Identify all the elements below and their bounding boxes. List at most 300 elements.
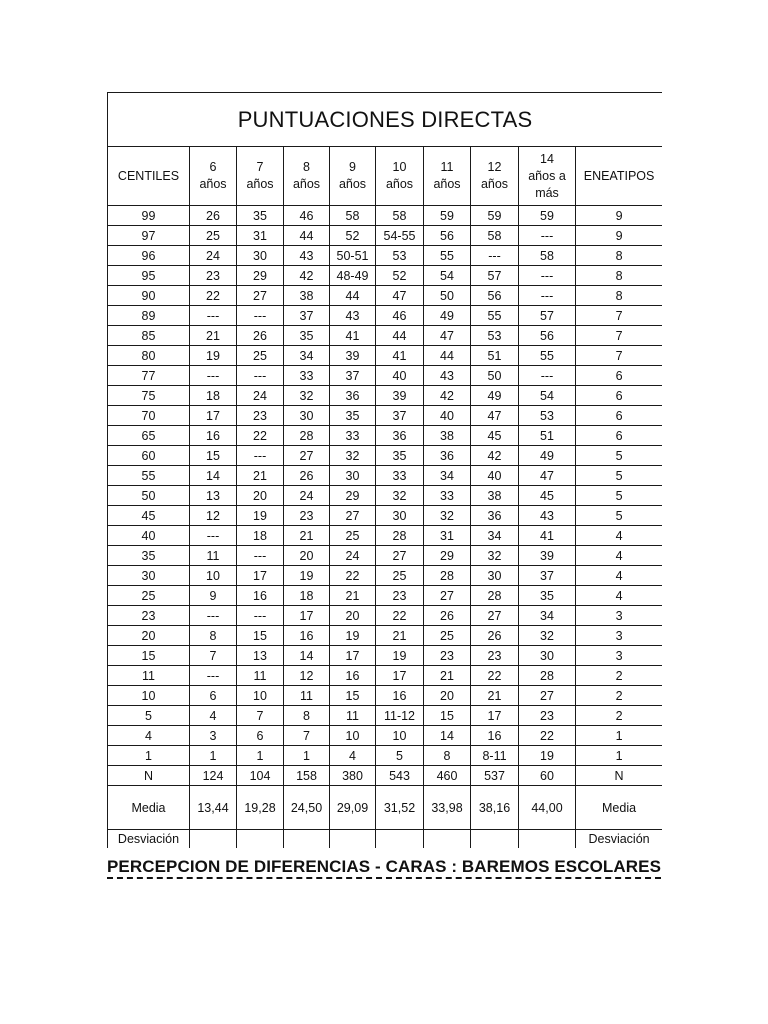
column-header: 11 años	[424, 147, 471, 206]
table-cell: 56	[424, 226, 471, 246]
table-cell: 8	[576, 246, 663, 266]
table-row	[108, 426, 663, 446]
table-cell: 44	[330, 286, 376, 306]
table-cell: 53	[471, 326, 519, 346]
table-cell: 26	[471, 626, 519, 646]
table-cell: 55	[108, 466, 190, 486]
table-cell: 30	[284, 406, 330, 426]
table-cell: ---	[237, 446, 284, 466]
table-cell: 27	[376, 546, 424, 566]
table-cell: 39	[330, 346, 376, 366]
table-cell: 12	[284, 666, 330, 686]
table-cell: 31	[237, 226, 284, 246]
table-cell: ---	[190, 306, 237, 326]
table-cell: 45	[471, 426, 519, 446]
table-cell: 23	[519, 706, 576, 726]
table-cell: 16	[330, 666, 376, 686]
table-cell: 20	[284, 546, 330, 566]
table-cell: 23	[376, 586, 424, 606]
table-cell: 10	[108, 686, 190, 706]
table-cell: 4	[576, 586, 663, 606]
table-cell: 99	[108, 206, 190, 226]
table-cell: 20	[237, 486, 284, 506]
table-cell: 53	[376, 246, 424, 266]
table-cell: 25	[376, 566, 424, 586]
table-cell: 25	[424, 626, 471, 646]
table-cell: 19	[330, 626, 376, 646]
table-cell: 7	[190, 646, 237, 666]
table-cell: 58	[330, 206, 376, 226]
table-cell: 17	[237, 566, 284, 586]
table-cell: ---	[237, 606, 284, 626]
table-cell: 11	[190, 546, 237, 566]
table-cell: 4	[576, 566, 663, 586]
table-cell: 38	[424, 426, 471, 446]
table-cell: Desviación	[108, 830, 190, 849]
table-cell: 28	[519, 666, 576, 686]
table-cell: 25	[190, 226, 237, 246]
table-cell: 4	[108, 726, 190, 746]
table-cell: 28	[376, 526, 424, 546]
norms-table-wrapper	[107, 92, 662, 848]
table-cell: 32	[424, 506, 471, 526]
table-cell: 49	[424, 306, 471, 326]
table-cell: 3	[576, 626, 663, 646]
table-cell: 25	[237, 346, 284, 366]
table-cell: 24	[330, 546, 376, 566]
table-cell: 35	[330, 406, 376, 426]
table-cell: 41	[519, 526, 576, 546]
column-header: 9 años	[330, 147, 376, 206]
table-cell: 4	[190, 706, 237, 726]
table-cell: 41	[376, 346, 424, 366]
table-cell: 43	[519, 506, 576, 526]
table-cell: 21	[376, 626, 424, 646]
table-cell: 18	[237, 526, 284, 546]
table-cell: 43	[330, 306, 376, 326]
table-cell: 14	[190, 466, 237, 486]
table-cell: 34	[424, 466, 471, 486]
table-cell: 30	[519, 646, 576, 666]
table-cell: ---	[237, 366, 284, 386]
table-cell: 54	[424, 266, 471, 286]
table-cell: 32	[519, 626, 576, 646]
table-row	[108, 446, 663, 466]
table-cell: 89	[108, 306, 190, 326]
table-cell: 8	[576, 266, 663, 286]
table-cell: 24	[284, 486, 330, 506]
norms-table	[107, 92, 662, 848]
table-cell: 17	[330, 646, 376, 666]
table-cell: 2	[576, 686, 663, 706]
table-cell: 54-55	[376, 226, 424, 246]
table-cell: 22	[519, 726, 576, 746]
table-cell: 17	[190, 406, 237, 426]
table-cell: 11	[284, 686, 330, 706]
table-cell: 1	[576, 726, 663, 746]
table-cell: ---	[190, 526, 237, 546]
table-cell: 37	[376, 406, 424, 426]
table-cell: 37	[284, 306, 330, 326]
table-cell: 40	[108, 526, 190, 546]
table-cell: 77	[108, 366, 190, 386]
table-cell: 58	[519, 246, 576, 266]
table-cell: 2	[576, 706, 663, 726]
table-cell: 10	[376, 726, 424, 746]
table-cell: 13	[190, 486, 237, 506]
table-cell: 19	[190, 346, 237, 366]
table-cell: 9	[190, 586, 237, 606]
table-cell: 29	[237, 266, 284, 286]
table-cell: ---	[190, 366, 237, 386]
table-cell: 55	[424, 246, 471, 266]
table-cell: 35	[284, 326, 330, 346]
table-cell: 35	[108, 546, 190, 566]
table-cell: 6	[576, 366, 663, 386]
table-cell: 11-12	[376, 706, 424, 726]
table-cell: 55	[471, 306, 519, 326]
table-cell: 5	[108, 706, 190, 726]
table-cell: 32	[376, 486, 424, 506]
table-cell: 9	[576, 206, 663, 226]
table-cell: 46	[284, 206, 330, 226]
table-cell: ---	[190, 666, 237, 686]
table-cell: 104	[237, 766, 284, 786]
table-cell: 42	[471, 446, 519, 466]
table-cell: 537	[471, 766, 519, 786]
table-cell: 11	[237, 666, 284, 686]
table-cell: 70	[108, 406, 190, 426]
table-cell	[376, 830, 424, 849]
table-row	[108, 686, 663, 706]
table-cell: 30	[108, 566, 190, 586]
table-row	[108, 226, 663, 246]
table-cell: 5	[376, 746, 424, 766]
table-cell: 13	[237, 646, 284, 666]
table-cell: 44,00	[519, 786, 576, 830]
table-cell: 34	[471, 526, 519, 546]
table-cell: ---	[519, 366, 576, 386]
table-cell: 59	[424, 206, 471, 226]
table-row	[108, 306, 663, 326]
table-cell: 7	[576, 346, 663, 366]
table-cell: 6	[190, 686, 237, 706]
table-cell: 58	[471, 226, 519, 246]
table-cell: 2	[576, 666, 663, 686]
table-cell: 27	[284, 446, 330, 466]
table-cell: 97	[108, 226, 190, 246]
table-cell: 47	[424, 326, 471, 346]
table-cell: 59	[519, 206, 576, 226]
table-row	[108, 526, 663, 546]
table-cell: 16	[190, 426, 237, 446]
table-cell: 38,16	[471, 786, 519, 830]
table-cell: 31	[424, 526, 471, 546]
table-cell: 5	[576, 446, 663, 466]
table-cell: 4	[576, 526, 663, 546]
table-cell: 11	[108, 666, 190, 686]
table-cell: 23	[424, 646, 471, 666]
table-cell: 65	[108, 426, 190, 446]
table-cell: 15	[424, 706, 471, 726]
table-cell: 18	[190, 386, 237, 406]
table-cell: 42	[424, 386, 471, 406]
table-cell: 27	[330, 506, 376, 526]
column-header: 6 años	[190, 147, 237, 206]
table-cell: 24	[237, 386, 284, 406]
table-cell: 45	[108, 506, 190, 526]
table-row	[108, 546, 663, 566]
table-cell: 8-11	[471, 746, 519, 766]
table-row	[108, 406, 663, 426]
table-cell: 85	[108, 326, 190, 346]
column-header: 10 años	[376, 147, 424, 206]
table-cell: 20	[424, 686, 471, 706]
table-cell: 36	[376, 426, 424, 446]
table-cell: 60	[108, 446, 190, 466]
table-cell	[471, 830, 519, 849]
table-cell: 39	[376, 386, 424, 406]
table-cell: 54	[519, 386, 576, 406]
table-cell: 28	[284, 426, 330, 446]
table-cell	[424, 830, 471, 849]
table-cell: 47	[471, 406, 519, 426]
table-cell: 50	[424, 286, 471, 306]
table-cell: 19	[237, 506, 284, 526]
table-cell: 22	[330, 566, 376, 586]
table-cell: 52	[330, 226, 376, 246]
table-cell: 56	[519, 326, 576, 346]
table-row	[108, 206, 663, 226]
table-cell: 50	[108, 486, 190, 506]
column-header: 8 años	[284, 147, 330, 206]
table-cell: 5	[576, 486, 663, 506]
table-cell: 5	[576, 506, 663, 526]
table-cell: 23	[108, 606, 190, 626]
table-cell	[284, 830, 330, 849]
table-cell: N	[108, 766, 190, 786]
table-cell: 36	[330, 386, 376, 406]
table-cell: 30	[237, 246, 284, 266]
table-cell: 19,28	[237, 786, 284, 830]
table-cell: 26	[424, 606, 471, 626]
table-row	[108, 606, 663, 626]
table-cell: 6	[576, 406, 663, 426]
table-cell: 25	[330, 526, 376, 546]
table-cell: 33	[330, 426, 376, 446]
column-header: CENTILES	[108, 147, 190, 206]
table-cell: 28	[471, 586, 519, 606]
table-cell: 40	[471, 466, 519, 486]
table-row	[108, 646, 663, 666]
table-cell: 23	[284, 506, 330, 526]
table-cell: 33	[424, 486, 471, 506]
table-cell: ---	[190, 606, 237, 626]
table-cell: 8	[424, 746, 471, 766]
table-cell: 14	[424, 726, 471, 746]
table-row	[108, 466, 663, 486]
column-header: 14 años a más	[519, 147, 576, 206]
table-cell: ---	[471, 246, 519, 266]
table-cell: 27	[424, 586, 471, 606]
table-cell: 8	[576, 286, 663, 306]
table-cell: 17	[284, 606, 330, 626]
table-cell: 35	[519, 586, 576, 606]
table-cell: 27	[471, 606, 519, 626]
table-cell: 158	[284, 766, 330, 786]
table-cell: 9	[576, 226, 663, 246]
table-cell: 3	[576, 606, 663, 626]
table-cell: 95	[108, 266, 190, 286]
table-cell: ---	[519, 286, 576, 306]
table-cell: 30	[330, 466, 376, 486]
table-cell: 1	[190, 746, 237, 766]
table-cell: Media	[108, 786, 190, 830]
table-cell: 1	[108, 746, 190, 766]
table-cell: 124	[190, 766, 237, 786]
table-cell: 19	[519, 746, 576, 766]
mean-row	[108, 786, 663, 830]
table-cell: 36	[471, 506, 519, 526]
table-cell: 60	[519, 766, 576, 786]
table-row	[108, 586, 663, 606]
table-cell: 8	[284, 706, 330, 726]
table-cell: 58	[376, 206, 424, 226]
table-cell: 29	[424, 546, 471, 566]
table-cell	[519, 830, 576, 849]
table-cell: 21	[471, 686, 519, 706]
column-header: 7 años	[237, 147, 284, 206]
table-cell: 43	[284, 246, 330, 266]
table-cell: 53	[519, 406, 576, 426]
table-cell: 1	[576, 746, 663, 766]
table-row	[108, 626, 663, 646]
table-cell: 15	[190, 446, 237, 466]
table-cell: 6	[576, 426, 663, 446]
table-cell: 55	[519, 346, 576, 366]
table-cell: 28	[424, 566, 471, 586]
table-row	[108, 766, 663, 786]
table-row	[108, 286, 663, 306]
table-cell: 23	[471, 646, 519, 666]
table-row	[108, 746, 663, 766]
table-row	[108, 326, 663, 346]
table-cell: 35	[376, 446, 424, 466]
document-caption-text: PERCEPCION DE DIFERENCIAS - CARAS : BAREMOS ESCOLARES	[107, 857, 661, 879]
table-cell: 49	[471, 386, 519, 406]
table-cell: 12	[190, 506, 237, 526]
table-cell: 52	[376, 266, 424, 286]
column-header: ENEATIPOS	[576, 147, 663, 206]
table-cell: 59	[471, 206, 519, 226]
table-cell: 33	[376, 466, 424, 486]
table-cell: 16	[471, 726, 519, 746]
table-row	[108, 346, 663, 366]
table-cell: 32	[330, 446, 376, 466]
table-cell: 40	[424, 406, 471, 426]
table-row	[108, 486, 663, 506]
table-cell: 21	[237, 466, 284, 486]
table-cell: 21	[330, 586, 376, 606]
table-cell	[237, 830, 284, 849]
table-cell: 460	[424, 766, 471, 786]
table-cell: 5	[576, 466, 663, 486]
table-cell: Media	[576, 786, 663, 830]
table-row	[108, 266, 663, 286]
table-cell: 24,50	[284, 786, 330, 830]
table-cell: 31,52	[376, 786, 424, 830]
table-cell: 50-51	[330, 246, 376, 266]
table-cell: 17	[471, 706, 519, 726]
table-cell: 96	[108, 246, 190, 266]
table-cell: 80	[108, 346, 190, 366]
table-row	[108, 566, 663, 586]
table-cell: 6	[237, 726, 284, 746]
table-cell: Desviación	[576, 830, 663, 849]
table-cell: 22	[237, 426, 284, 446]
table-cell: 7	[576, 306, 663, 326]
table-cell: 35	[237, 206, 284, 226]
table-cell: 15	[237, 626, 284, 646]
table-cell: 10	[190, 566, 237, 586]
table-cell: 48-49	[330, 266, 376, 286]
table-cell: 34	[284, 346, 330, 366]
table-cell: 26	[190, 206, 237, 226]
table-cell: 19	[284, 566, 330, 586]
table-cell: 30	[376, 506, 424, 526]
table-cell: 4	[576, 546, 663, 566]
table-cell: 4	[330, 746, 376, 766]
table-cell: 20	[330, 606, 376, 626]
table-cell: 30	[471, 566, 519, 586]
table-cell: 23	[190, 266, 237, 286]
table-cell: 29,09	[330, 786, 376, 830]
table-cell: 543	[376, 766, 424, 786]
table-cell: 29	[330, 486, 376, 506]
table-cell: 3	[576, 646, 663, 666]
table-cell: 38	[284, 286, 330, 306]
table-cell: 15	[330, 686, 376, 706]
table-row	[108, 706, 663, 726]
table-row	[108, 506, 663, 526]
table-cell: 51	[519, 426, 576, 446]
table-row	[108, 666, 663, 686]
table-cell: 18	[284, 586, 330, 606]
table-cell: ---	[519, 266, 576, 286]
table-cell: 27	[237, 286, 284, 306]
table-cell: 50	[471, 366, 519, 386]
table-cell: 7	[284, 726, 330, 746]
column-header: 12 años	[471, 147, 519, 206]
table-cell: 21	[190, 326, 237, 346]
table-cell: 1	[284, 746, 330, 766]
table-cell: 11	[330, 706, 376, 726]
table-cell: 57	[519, 306, 576, 326]
table-cell: 20	[108, 626, 190, 646]
table-cell	[330, 830, 376, 849]
table-cell: 47	[519, 466, 576, 486]
table-cell: 6	[576, 386, 663, 406]
table-cell: N	[576, 766, 663, 786]
document-caption	[0, 857, 768, 877]
table-cell: 90	[108, 286, 190, 306]
table-cell: 17	[376, 666, 424, 686]
table-cell: ---	[237, 546, 284, 566]
table-cell: 47	[376, 286, 424, 306]
table-cell: 14	[284, 646, 330, 666]
table-cell: 49	[519, 446, 576, 466]
table-cell: 33,98	[424, 786, 471, 830]
